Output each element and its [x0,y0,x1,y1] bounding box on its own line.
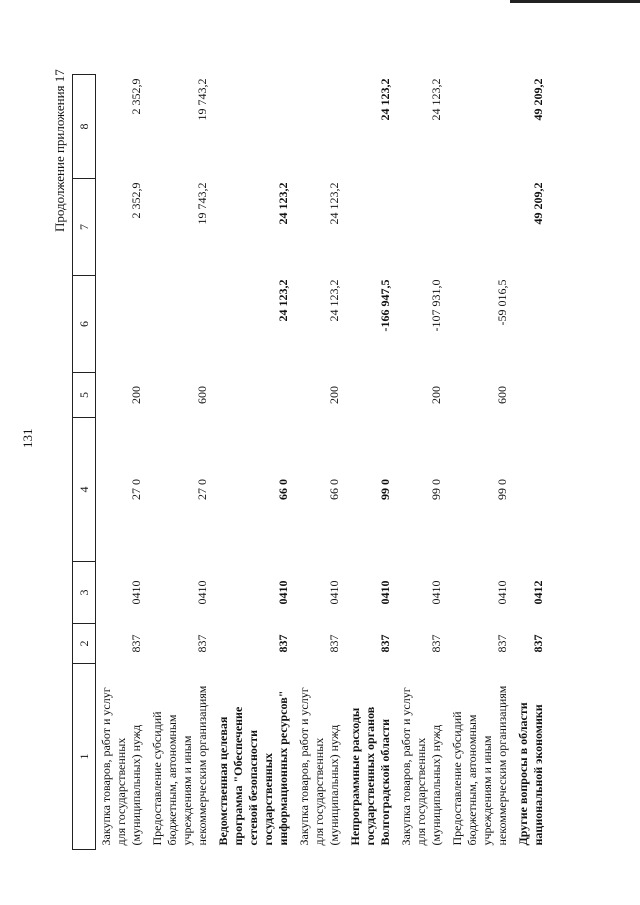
section-code: 0410 [495,580,509,605]
table-header [73,75,96,850]
section-code: 0410 [429,580,443,605]
amount-col-6: 24 123,2 [276,279,290,322]
amount-col-7: 19 743,2 [195,182,209,225]
expense-type: 200 [129,386,143,404]
row-name: Закупка товаров, работ и услуг для государственных (муниципальных) нужд [297,687,341,846]
ministry-code: 837 [195,634,209,653]
appendix-caption: Продолжение приложения 17 [52,69,67,232]
amount-col-8 [294,75,345,179]
amount-col-7 [345,179,396,276]
amount-col-7 [447,179,513,276]
column-header-2: 2 [73,624,96,664]
section-code: 0410 [129,580,143,605]
section-code: 0410 [378,580,392,605]
row-name: Закупка товаров, работ и услуг для государственных (муниципальных) нужд [399,687,443,846]
table-row [294,75,345,850]
table-row [345,75,396,850]
section-code: 0410 [276,580,290,605]
section-code: 0410 [327,580,341,605]
amount-col-6: -107 931,0 [429,279,443,332]
ministry-code: 837 [378,634,392,653]
page-number: 131 [20,428,35,448]
amount-col-8: 2 352,9 [129,78,143,115]
amount-col-6: 24 123,2 [327,279,341,322]
ministry-code: 837 [129,634,143,653]
budget-table [72,74,549,850]
amount-col-6: -59 016,5 [495,279,509,326]
top-edge-line [510,0,640,3]
amount-col-6 [147,276,213,373]
amount-col-6: -166 947,5 [378,279,392,332]
table-row [513,75,549,850]
ministry-code: 837 [429,634,443,653]
row-name: Закупка товаров, работ и услуг для государственных (муниципальных) нужд [99,687,143,846]
amount-col-7: 24 123,2 [327,182,341,225]
target-article: 27 0 [195,479,209,500]
target-article: 99 0 [378,479,392,500]
row-name: Ведомственная целевая программа "Обеспечение сетевой безопасности государственных информационных ресурсов" [216,690,290,846]
expense-type: 600 [195,386,209,404]
amount-col-7: 49 209,2 [531,182,545,225]
column-header-6: 6 [73,276,96,373]
ministry-code: 837 [495,634,509,653]
amount-col-6 [96,276,148,373]
amount-col-7 [396,179,447,276]
target-article [513,418,549,562]
header-row [73,75,96,850]
ministry-code: 837 [531,634,545,653]
row-name: Другие вопросы в области национальной экономики [516,702,545,846]
budget-table-container [72,75,612,850]
amount-col-8: 19 743,2 [195,78,209,121]
expense-type [513,373,549,418]
table-row [96,75,148,850]
amount-col-8 [213,75,294,179]
amount-col-8: 49 209,2 [531,78,545,121]
ministry-code: 837 [327,634,341,653]
table-row [213,75,294,850]
amount-col-8: 24 123,2 [378,78,392,121]
column-header-5: 5 [73,373,96,418]
column-header-1: 1 [73,664,96,850]
expense-type: 200 [429,386,443,404]
column-header-3: 3 [73,562,96,624]
row-name: Предоставление субсидий бюджетным, автономным учреждениям и иным некоммерческим организациям [450,685,509,846]
column-header-8: 8 [73,75,96,179]
table-row [396,75,447,850]
amount-col-7: 24 123,2 [276,182,290,225]
table-body [96,75,550,850]
target-article: 27 0 [129,479,143,500]
section-code: 0412 [531,580,545,605]
table-row [147,75,213,850]
target-article: 66 0 [276,479,290,500]
column-header-7: 7 [73,179,96,276]
column-header-4: 4 [73,418,96,562]
target-article: 99 0 [429,479,443,500]
expense-type [345,373,396,418]
amount-col-8 [447,75,513,179]
expense-type [213,373,294,418]
amount-col-7: 2 352,9 [129,182,143,219]
row-name: Непрограммные расходы государственных органов Волгоградской области [348,706,392,846]
amount-col-8: 24 123,2 [429,78,443,121]
target-article: 99 0 [495,479,509,500]
target-article: 66 0 [327,479,341,500]
expense-type: 200 [327,386,341,404]
expense-type: 600 [495,386,509,404]
row-name: Предоставление субсидий бюджетным, автономным учреждениям и иным некоммерческим организациям [150,685,209,846]
section-code: 0410 [195,580,209,605]
table-row [447,75,513,850]
amount-col-6 [513,276,549,373]
ministry-code: 837 [276,634,290,653]
